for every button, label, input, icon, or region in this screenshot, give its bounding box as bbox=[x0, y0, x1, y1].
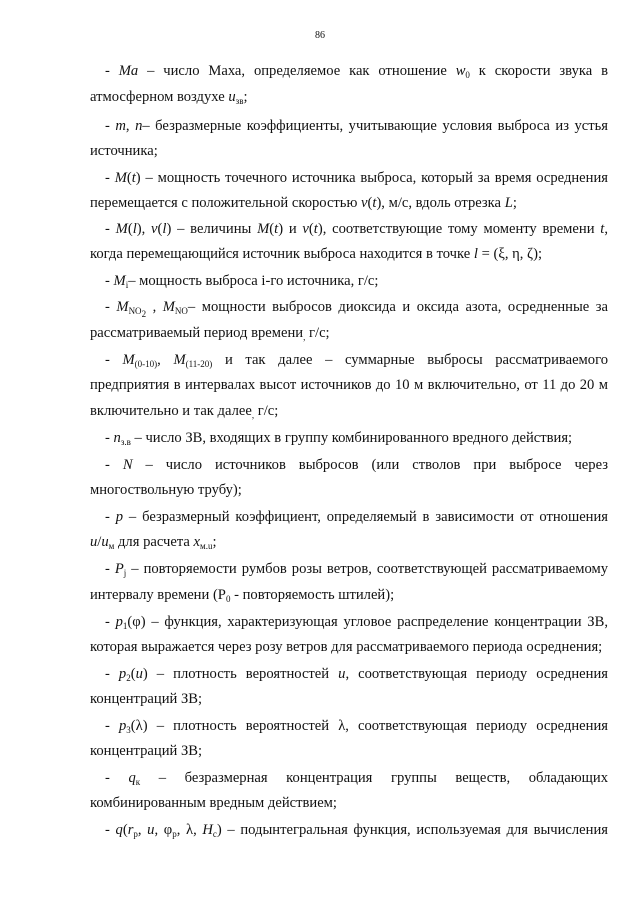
text-line: атмосферном воздухе $u_{зв}$; bbox=[90, 89, 248, 106]
text-line: рассматриваемый период времени$_,$ г/с; bbox=[90, 325, 330, 342]
text-line: перемещается с положительной скоростью v(t), м/с, вдоль отрезка L; bbox=[90, 195, 517, 211]
text-line: - $M_i-$ мощность выброса i-го источника, г/с; bbox=[105, 273, 379, 290]
text-line: - $q(r_р$, u, $\varphi_р$, λ, $H_с$) – подынтегральная функция, используемая для вычисления bbox=[105, 822, 608, 839]
text-line: - $p_3(\lambda)$ – плотность вероятностей λ, соответствующая периоду осреднения bbox=[105, 718, 608, 735]
text-line: - $q_к$ – безразмерная концентрация группы веществ, обладающих bbox=[105, 770, 608, 787]
text-line: $u/u_м$ для расчета $x_{м.u}$; bbox=[90, 534, 217, 551]
text-line: которая выражается через розу ветров для рассматриваемого периода осреднения; bbox=[90, 639, 603, 655]
text-line: - M(l), v(l) – величины M(t) и v(t), соответствующие тому моменту времени t, bbox=[105, 221, 608, 237]
text-line: комбинированным вредным действием; bbox=[90, 795, 337, 811]
text-line: - $n_{з.в}$ – число ЗВ, входящих в группу комбинированного вредного действия; bbox=[105, 430, 573, 447]
text-line: - p – безразмерный коэффициент, определяемый в зависимости от отношения bbox=[105, 509, 608, 525]
text-line: многоствольную трубу); bbox=[90, 482, 242, 498]
page-number: 86 bbox=[315, 30, 325, 41]
text-line: - $p_2(u)$ – плотность вероятностей u, соответствующая периоду осреднения bbox=[105, 666, 608, 683]
text-line: концентраций ЗВ; bbox=[90, 691, 203, 707]
text-line: - $M_{NO_2}$ , $M_{NO}-$ мощности выбросов диоксида и оксида азота, осредненные за bbox=[105, 299, 609, 319]
text-line: - M(t) – мощность точечного источника выброса, который за время осреднения bbox=[105, 170, 608, 186]
text-line: когда перемещающийся источник выброса находится в точке l = (ξ, η, ζ); bbox=[90, 246, 543, 262]
text-line: - m, n– безразмерные коэффициенты, учитывающие условия выброса из устья bbox=[105, 118, 608, 134]
text-line: - N – число источников выбросов (или стволов при выбросе через bbox=[105, 457, 608, 473]
text-line: - $M_{(0-10)}$, $M_{(11-20)}$ и так далее – суммарные выбросы рассматриваемого bbox=[105, 352, 608, 369]
text-line: включительно и так далее$_,$ г/с; bbox=[90, 403, 279, 420]
text-line: концентраций ЗВ; bbox=[90, 743, 203, 759]
text-line: интервалу времени ($P_0$ - повторяемость штилей); bbox=[90, 587, 395, 604]
text-line: источника; bbox=[90, 143, 158, 159]
text-line: - $p_1(\varphi)$ – функция, характеризующая угловое распределение концентрации ЗВ, bbox=[105, 614, 608, 631]
text-line: предприятия в интервалах высот источников до 10 м включительно, от 11 до 20 м bbox=[90, 377, 608, 393]
text-line: - Ma – число Маха, определяемое как отношение $w_0$ к скорости звука в bbox=[105, 63, 608, 80]
text-line: - $P_j$ – повторяемости румбов розы ветров, соответствующей рассматриваемому bbox=[105, 561, 608, 578]
